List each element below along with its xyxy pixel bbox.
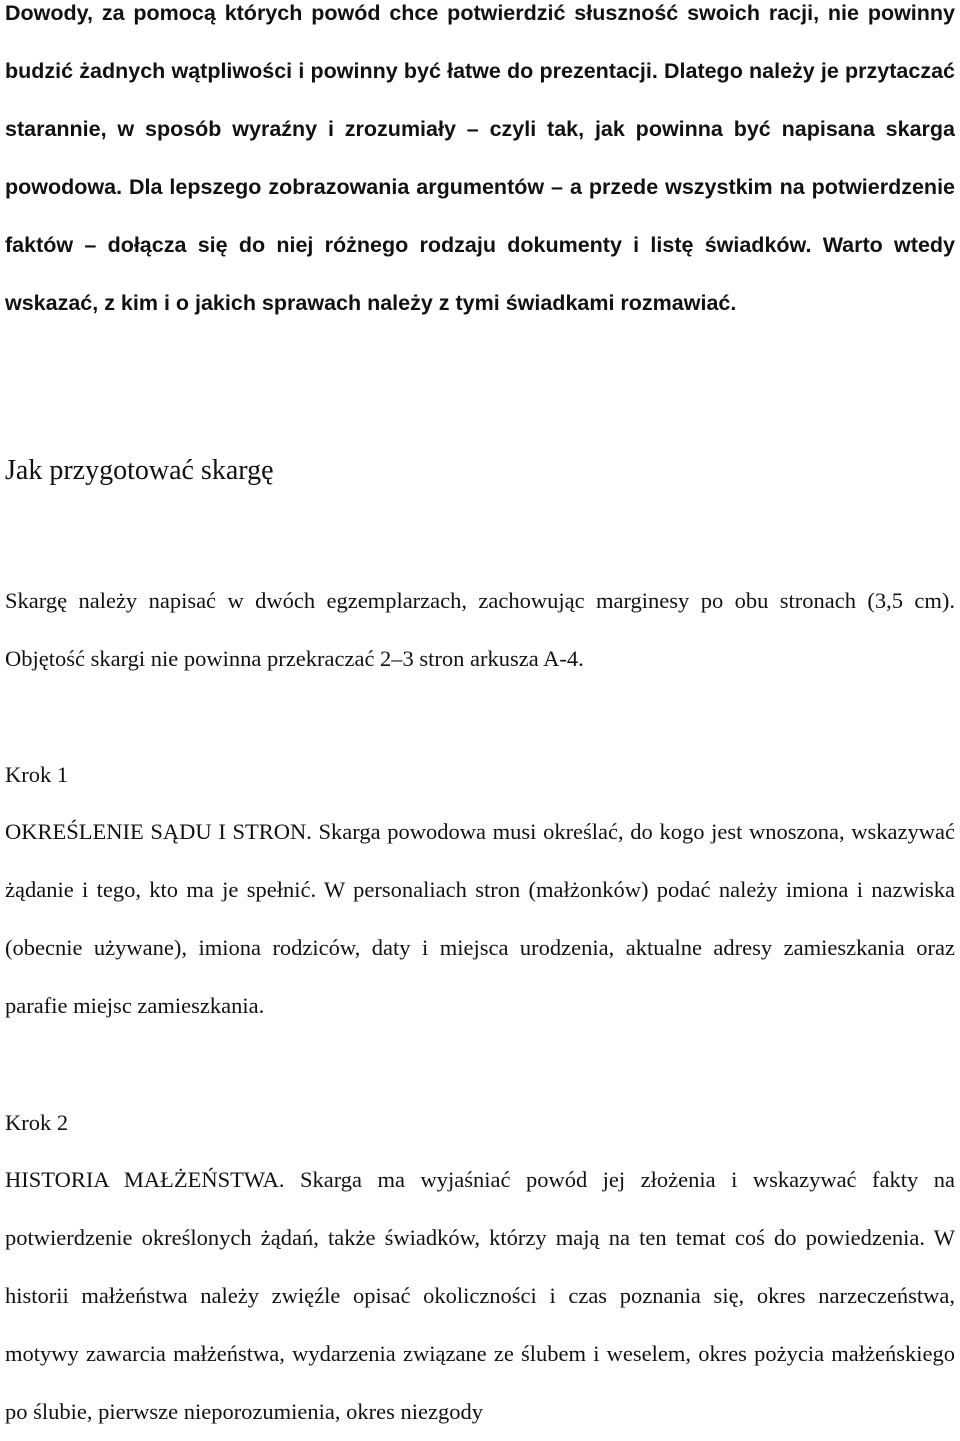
intro-paragraph: Dowody, za pomocą których powód chce potwierdzić słuszność swoich racji, nie powinny budzić żadnych wątpliwości i powinny być łatwe do prezentacji. Dlatego należy je przytaczać starannie, w sposób wyraźny i zrozumiały – czyli tak, jak powinna być napisana skarga powodowa. Dla lepszego zobrazowania argumentów – a przede wszystkim na potwierdzenie faktów – dołącza się do niej różnego rodzaju dokumenty i listę świadków. Warto wtedy wskazać, z kim i o jakich sprawach należy z tymi świadkami rozmawiać. <box>5 1 955 315</box>
step-2-label: Krok 2 <box>5 1110 69 1135</box>
section-intro-paragraph: Skargę należy napisać w dwóch egzemplarzach, zachowując marginesy po obu stronach (3,5 cm). Objętość skargi nie powinna przekraczać 2–3 stron arkusza A-4. <box>5 588 955 671</box>
step-1-lead: OKREŚLENIE SĄDU I STRON. <box>5 819 312 844</box>
step-1-label: Krok 1 <box>5 762 69 787</box>
step-2-text: Skarga ma wyjaśniać powód jej złożenia i wskazywać fakty na potwierdzenie określonych żądań, także świadków, którzy mają na ten temat coś do powiedzenia. W historii małżeństwa należy zwięźle opisać okoliczności i czas poznania się, okres narzeczeństwa, motywy zawarcia małżeństwa, wydarzenia związane ze ślubem i weselem, okres pożycia małżeńskiego po ślubie, pierwsze nieporozumienia, okres niezgody <box>5 1167 955 1424</box>
step-1-text: Skarga powodowa musi określać, do kogo jest wnoszona, wskazywać żądanie i tego, kto ma je spełnić. W personaliach stron (małżonków) podać należy imiona i nazwiska (obecnie używane), imiona rodziców, daty i miejsca urodzenia, aktualne adresy zamieszkania oraz parafie miejsc zamieszkania. <box>5 819 955 1018</box>
step-2-paragraph <box>5 1151 955 1441</box>
section-heading: Jak przygotować skargę <box>5 455 274 486</box>
step-2-lead: HISTORIA MAŁŻEŃSTWA. <box>5 1167 285 1192</box>
step-1-paragraph <box>5 803 955 1035</box>
